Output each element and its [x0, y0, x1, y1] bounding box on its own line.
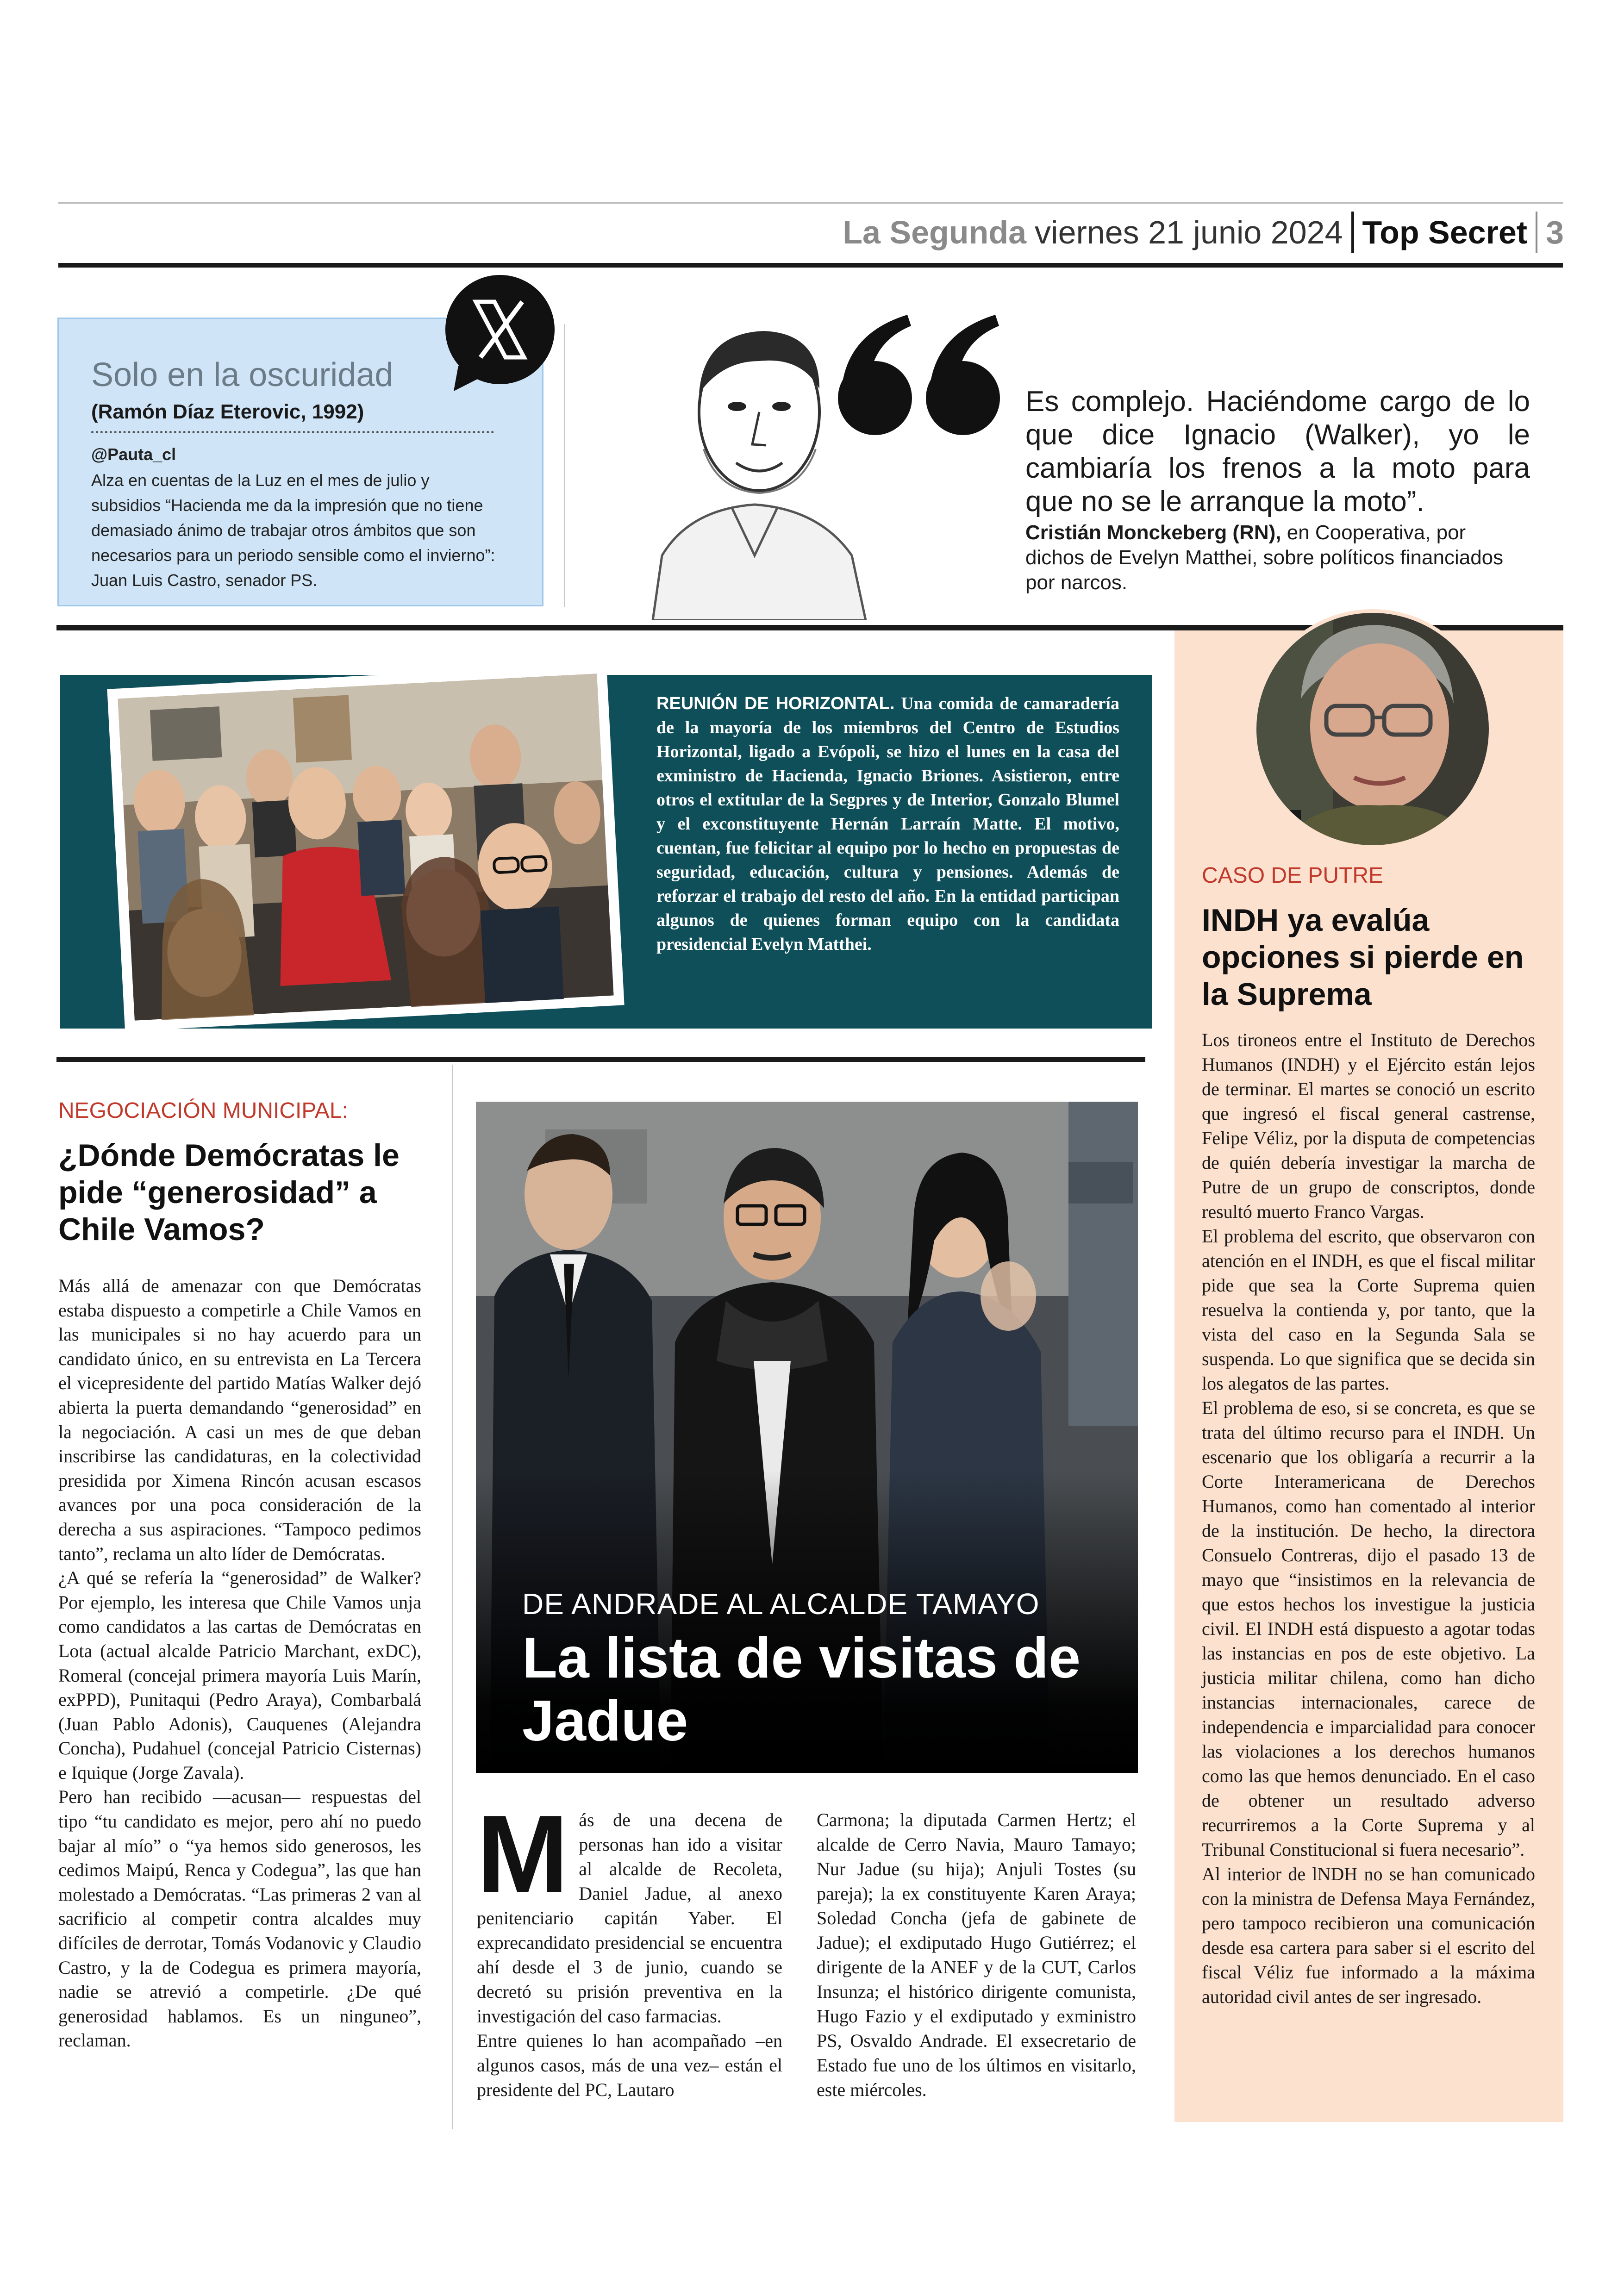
featured-quote: Es complejo. Haciéndome cargo de lo que dice Ignacio (Walker), yo le cambiaría los frenos a la moto para que no se le arranque la moto”. [1025, 386, 1530, 518]
column-divider [564, 324, 565, 607]
contreras-portrait [1250, 606, 1495, 852]
section-rule [56, 1057, 1145, 1062]
sidebar-body [1202, 1028, 1535, 2009]
jadue-headline: La lista de visitas de Jadue [522, 1626, 1081, 1753]
jadue-first-text: ás de una decena de personas han ido a visitar al alcalde de Recoleta, Daniel Jadue, al anexo penitenciario capitán Yaber. El exprecandidato presidencial se encuentra ahí desde el 3 de junio, cuando se decretó su prisión preventiva en la investigación del caso farmacias. [477, 1809, 782, 2027]
sidebar-headline: INDH ya evalúa opciones si pierde en la Suprema [1202, 903, 1524, 1012]
page-header [843, 209, 1564, 256]
x-post-text: Alza en cuentas de la Luz en el mes de julio y subsidios “Hacienda me da la impresión que no tiene demasiado ánimo de trabajar otros ámbitos que son necesarios para un periodo sensible como el invierno”: Juan Luis Castro, senador PS. [91, 471, 495, 590]
x-box-title: Solo en la oscuridad [91, 356, 394, 393]
municipal-kicker: NEGOCIACIÓN MUNICIPAL: [58, 1098, 348, 1123]
municipal-headline: ¿Dónde Demócratas le pide “generosidad” a Chile Vamos? [58, 1138, 400, 1247]
quote-attribution [1025, 520, 1530, 595]
jadue-paragraph [477, 1793, 782, 2028]
municipal-paragraph: Pero han recibido —acusan— respuestas del tipo “tu candidato es mejor, pero ahí no puedo bajar al mío” o “ya hemos sido generosos, les cedimos Maipú, Renca y Codegua”, las que han molestado a Demócratas. “Las primeras 2 van al sacrificio al competir contra alcaldes muy difíciles de derrotar, Tomás Vodanovic y Claudio Castro, y la de Codegua es primera mayoría, nadie se atrevió a competirle. ¿De qué generosidad hablamos. Es un ninguneo”, reclaman. [58, 1786, 421, 2051]
issue-date: viernes 21 junio 2024 [1035, 214, 1343, 250]
sidebar-paragraph: Los tironeos entre el Instituto de Derechos Humanos (INDH) y el Ejército están lejos de terminar. El martes se conoció un escrito que ingresó el fiscal general castrense, Felipe Véliz, por la disputa de competencias de quién debería investigar la marcha de Putre de un grupo de conscriptos, donde resultó muerto Franco Vargas. [1202, 1029, 1535, 1222]
section-name: Top Secret [1362, 214, 1528, 250]
jadue-paragraph: Entre quienes lo han acompañado –en algunos casos, más de una vez– están el presidente del PC, Lautaro [477, 2030, 782, 2100]
sidebar-kicker: CASO DE PUTRE [1202, 863, 1384, 888]
header-bottom-rule [58, 263, 1563, 268]
newspaper-name: La Segunda [843, 214, 1027, 250]
quotation-marks-icon [829, 306, 1014, 454]
jadue-body-col2 [817, 1808, 1136, 2102]
header-divider [1351, 212, 1354, 253]
sidebar-paragraph: El problema del escrito, que observaron con atención en el INDH, es que el fiscal militar pide que sea la Corte Suprema quien resuelva la contienda y, por tanto, que la vista del caso en la Segunda Sala se suspenda. Lo que significa que se decida sin los alegatos de las partes. [1202, 1226, 1535, 1394]
jadue-body-col1 [477, 1793, 782, 2102]
section-rule [56, 625, 1174, 630]
horizontal-group-photo [106, 657, 625, 1037]
x-handle: @Pauta_cl [91, 445, 176, 464]
header-top-rule [58, 202, 1563, 204]
header-divider [1536, 212, 1537, 253]
sidebar-paragraph: El problema de eso, si se concreta, es que se trata del último recurso para el INDH. Un escenario que los obligaría a recurrir a la Corte Interamericana de Derechos Humanos, como han comentado al interior de la institución. De hecho, la directora Consuelo Contreras, dijo el pasado 13 de mayo que “insistimos en la relevancia de que estos hechos los investigue la justicia civil. El INDH está dispuesto a agotar todas las instancias en pos de este objetivo. La justicia militar chilena, como han dicho instancias internacionales, carece de independencia e imparcialidad para conocer las violaciones a los derechos humanos como las que hemos denunciado. En el caso de obtener un resultado adverso recurriremos a la Corte Suprema y al Tribunal Constitucional si fuera necesario”. [1202, 1397, 1535, 1860]
jadue-kicker: DE ANDRADE AL ALCALDE TAMAYO [522, 1587, 1040, 1621]
municipal-body [58, 1274, 421, 2053]
horizontal-text: Una comida de camaradería de la mayoría de los miembros del Centro de Estudios Horizontal, ligado a Evópoli, se hizo el lunes en la casa del exministro de Hacienda, Ignacio Briones. Asistieron, entre otros el extitular de la Segpres y de Interior, Gonzalo Blumel y el exconstituyente Hernán Larraín Matte. El motivo, cuentan, fue felicitar al equipo por lo hecho en propuestas de seguridad, educación, cultura y pensiones. Además de reforzar el trabajo del resto del año. En la entidad participan algunos de quienes forman equipo con la candidata presidencial Evelyn Matthei. [656, 694, 1119, 954]
sidebar-paragraph: Al interior de lNDH no se han comunicado con la ministra de Defensa Maya Fernández, pero tampoco recibieron una comunicación desde esa cartera para saber si el escrito del fiscal Véliz fue informado a la máxima autoridad civil antes de ser ingresado. [1202, 1864, 1535, 2007]
drop-cap: M [477, 1793, 569, 1915]
column-divider [452, 1065, 453, 2129]
x-logo-icon [440, 273, 560, 393]
dotted-divider [91, 431, 494, 433]
horizontal-caption [656, 692, 1119, 956]
quote-context: en Cooperativa, por dichos de Evelyn Matthei, sobre políticos financiados por narcos. [1025, 521, 1504, 594]
horizontal-lead: REUNIÓN DE HORIZONTAL. [656, 694, 895, 713]
quote-speaker: Cristián Monckeberg (RN), [1025, 521, 1281, 544]
jadue-paragraph: Carmona; la diputada Carmen Hertz; el alcalde de Cerro Navia, Mauro Tamayo; Nur Jadue (su hija); Anjuli Tostes (su pareja); la ex constituyente Karen Araya; Soledad Concha (jefa de gabinete de Jadue); el exdiputado Hugo Gutiérrez; el dirigente de la ANEF y de la CUT, Carlos Insunza; el histórico dirigente comunista, Hugo Fazio y el exdiputado y exministro PS, Osvaldo Andrade. El exsecretario de Estado fue uno de los últimos en visitarlo, este miércoles. [817, 1809, 1136, 2100]
x-box-author: (Ramón Díaz Eterovic, 1992) [91, 400, 364, 423]
municipal-paragraph: ¿A qué se refería la “generosidad” de Walker? Por ejemplo, les interesa que Chile Vamos unja como candidatos a las cartas de Demócratas en Lota (actual alcalde Patricio Marchant, exDC), Romeral (concejal primera mayoría Luis Marín, exPPD), Punitaqui (Pedro Araya), Combarbalá (Juan Pablo Adonis), Cauquenes (Alejandra Concha), Pudahuel (concejal Patricio Cisternas) e Iquique (Jorge Zavala). [58, 1567, 421, 1783]
municipal-paragraph: Más allá de amenazar con que Demócratas estaba dispuesto a competirle a Chile Vamos en las municipales si no hay acuerdo para un candidato único, en su entrevista en La Tercera el vicepresidente del partido Matías Walker dejó abierta la puerta demandando “generosidad” en la negociación. A casi un mes de que deban inscribirse las candidaturas, en la colectividad presidida por Ximena Rincón acusan escasos avances por una poca consideración de la derecha a sus aspiraciones. “Tampoco pedimos tanto”, reclama un alto líder de Demócratas. [58, 1275, 421, 1564]
page-number: 3 [1546, 214, 1564, 250]
